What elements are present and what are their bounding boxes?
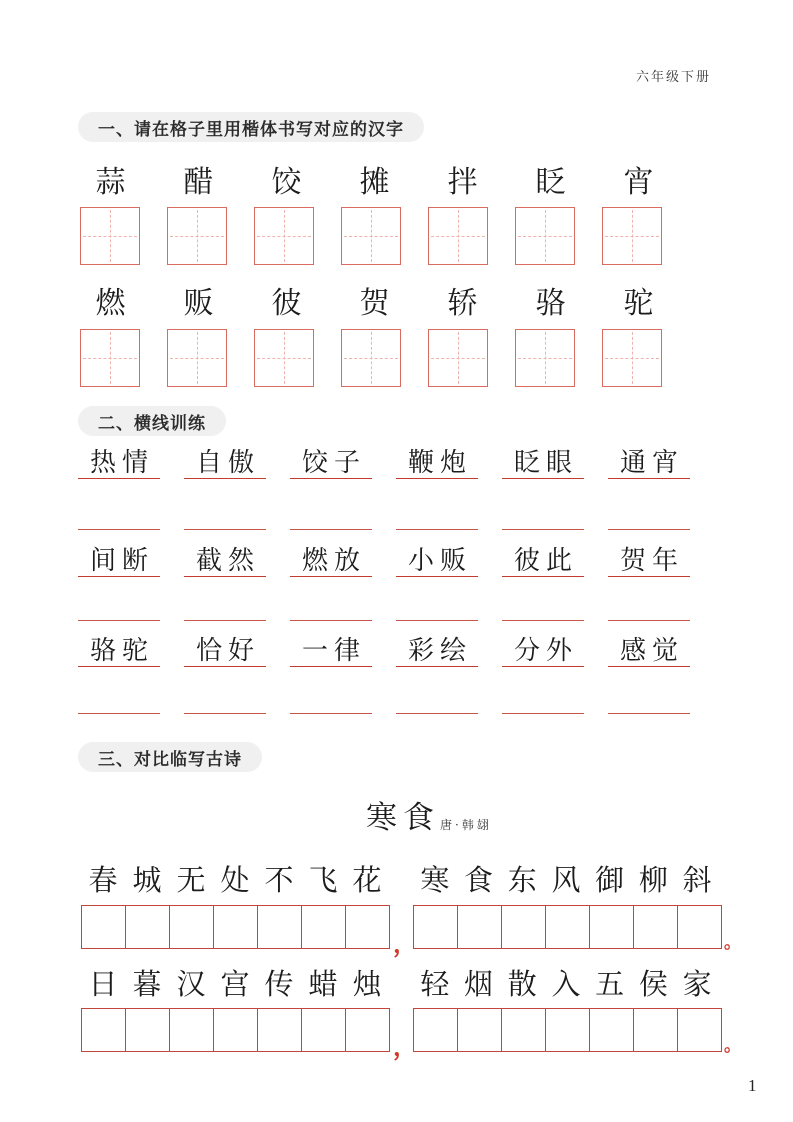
model-character: 眨 xyxy=(535,165,566,200)
section3-title: 三、对比临写古诗 xyxy=(98,749,242,769)
poem-copy-cell xyxy=(545,906,589,948)
tian-grid-box xyxy=(428,207,488,265)
poem-character: 烟 xyxy=(464,967,494,1001)
poem-character: 家 xyxy=(682,967,712,1001)
poem-character: 春 xyxy=(88,863,118,897)
tian-grid-box xyxy=(80,329,140,387)
header-grade-label: 六年级下册 xyxy=(636,70,712,85)
poem-copy-cell xyxy=(82,1009,125,1051)
poem-title: 寒食 xyxy=(366,800,440,836)
poem-copy-cell xyxy=(345,906,389,948)
writing-line xyxy=(502,705,584,714)
model-character: 贺 xyxy=(359,286,390,321)
poem-character: 烛 xyxy=(352,967,382,1001)
poem-character: 侯 xyxy=(638,967,668,1001)
model-character: 贩 xyxy=(183,286,214,321)
practice-word: 骆驼 xyxy=(78,634,160,667)
poem-character: 城 xyxy=(132,863,162,897)
word-row-1 xyxy=(78,446,690,479)
section1-title: 一、请在格子里用楷体书写对应的汉字 xyxy=(98,119,404,139)
practice-word: 燃放 xyxy=(290,544,372,577)
blank-line-row xyxy=(78,612,690,621)
poem-character: 柳 xyxy=(638,863,668,897)
tian-grid-box xyxy=(254,207,314,265)
poem-character: 处 xyxy=(220,863,250,897)
poem-copy-grid xyxy=(413,905,722,949)
practice-word: 小贩 xyxy=(396,544,478,577)
poem-copy-cell xyxy=(501,1009,545,1051)
writing-line xyxy=(78,705,160,714)
word-row-3 xyxy=(78,634,690,667)
section3-title-pill xyxy=(78,742,262,772)
practice-word: 恰好 xyxy=(184,634,266,667)
tian-grid-box xyxy=(341,207,401,265)
poem-title-block xyxy=(366,798,492,838)
tian-grid-row-2 xyxy=(80,329,662,387)
writing-line xyxy=(608,521,690,530)
poem-copy-cell xyxy=(169,906,213,948)
model-char-row-1 xyxy=(80,163,669,203)
poem-character: 风 xyxy=(551,863,581,897)
writing-line xyxy=(502,612,584,621)
model-character: 饺 xyxy=(271,165,302,200)
poem-copy-cell xyxy=(457,1009,501,1051)
poem-copy-cell xyxy=(633,906,677,948)
poem-copy-cell xyxy=(257,1009,301,1051)
model-character: 摊 xyxy=(359,165,390,200)
practice-word: 分外 xyxy=(502,634,584,667)
practice-word: 截然 xyxy=(184,544,266,577)
poem-character: 传 xyxy=(264,967,294,1001)
tian-grid-row-1 xyxy=(80,207,662,265)
poem-copy-cell xyxy=(301,1009,345,1051)
model-character: 蒜 xyxy=(95,165,126,200)
comma-mark: ， xyxy=(393,929,417,958)
blank-line-row xyxy=(78,705,690,714)
writing-line xyxy=(502,521,584,530)
section2-title-pill xyxy=(78,406,226,436)
poem-copy-grid xyxy=(413,1008,722,1052)
section1-title-pill xyxy=(78,112,424,142)
poem-copy-cell xyxy=(213,1009,257,1051)
writing-line xyxy=(290,521,372,530)
poem-copy-cell xyxy=(257,906,301,948)
section2-title: 二、横线训练 xyxy=(98,413,206,433)
practice-word: 通宵 xyxy=(608,446,690,479)
page-number: 1 xyxy=(748,1076,757,1095)
poem-copy-cell xyxy=(125,906,169,948)
poem-copy-cell xyxy=(125,1009,169,1051)
poem-character: 食 xyxy=(464,863,494,897)
writing-line xyxy=(290,705,372,714)
poem-copy-cell xyxy=(301,906,345,948)
model-character: 彼 xyxy=(271,286,302,321)
tian-grid-box xyxy=(515,329,575,387)
poem-copy-cell xyxy=(457,906,501,948)
writing-line xyxy=(78,612,160,621)
practice-word: 饺子 xyxy=(290,446,372,479)
model-character: 宵 xyxy=(623,165,654,200)
writing-line xyxy=(396,612,478,621)
poem-copy-cell xyxy=(82,906,125,948)
poem-character: 蜡 xyxy=(308,967,338,1001)
poem-character: 飞 xyxy=(308,863,338,897)
writing-line xyxy=(184,521,266,530)
writing-line xyxy=(184,705,266,714)
poem-character: 花 xyxy=(352,863,382,897)
poem-copy-cell xyxy=(677,906,721,948)
poem-copy-cell xyxy=(414,906,457,948)
poem-copy-grid-row-2 xyxy=(0,1008,793,1061)
model-character: 醋 xyxy=(183,165,214,200)
poem-character: 五 xyxy=(595,967,625,1001)
writing-line xyxy=(608,705,690,714)
poem-copy-grid xyxy=(81,1008,390,1052)
practice-word: 彼此 xyxy=(502,544,584,577)
tian-grid-box xyxy=(428,329,488,387)
model-char-row-2 xyxy=(80,284,669,324)
writing-line xyxy=(608,612,690,621)
practice-word: 热情 xyxy=(78,446,160,479)
poem-line-text xyxy=(81,858,389,902)
poem-character: 散 xyxy=(507,967,537,1001)
practice-word: 自傲 xyxy=(184,446,266,479)
practice-word: 鞭炮 xyxy=(396,446,478,479)
tian-grid-box xyxy=(602,207,662,265)
practice-word: 眨眼 xyxy=(502,446,584,479)
tian-grid-box xyxy=(167,207,227,265)
writing-line xyxy=(184,612,266,621)
poem-character: 汉 xyxy=(176,967,206,1001)
poem-character: 东 xyxy=(507,863,537,897)
poem-copy-grid-row-1 xyxy=(0,905,793,958)
poem-author: 唐·韩翃 xyxy=(440,818,492,832)
tian-grid-box xyxy=(602,329,662,387)
poem-copy-cell xyxy=(501,906,545,948)
poem-copy-cell xyxy=(414,1009,457,1051)
poem-line-text xyxy=(413,962,719,1006)
model-character: 拌 xyxy=(447,165,478,200)
poem-character: 斜 xyxy=(682,863,712,897)
tian-grid-box xyxy=(515,207,575,265)
writing-line xyxy=(396,521,478,530)
poem-line-text xyxy=(413,858,719,902)
blank-line-row xyxy=(78,521,690,530)
comma-mark: ， xyxy=(393,1032,417,1061)
tian-grid-box xyxy=(80,207,140,265)
poem-character: 无 xyxy=(176,863,206,897)
practice-word: 间断 xyxy=(78,544,160,577)
poem-character: 不 xyxy=(264,863,294,897)
writing-line xyxy=(396,705,478,714)
poem-character: 暮 xyxy=(132,967,162,1001)
poem-copy-cell xyxy=(589,906,633,948)
model-character: 燃 xyxy=(95,286,126,321)
poem-copy-cell xyxy=(213,906,257,948)
tian-grid-box xyxy=(167,329,227,387)
poem-character: 日 xyxy=(88,967,118,1001)
model-character: 驼 xyxy=(623,286,654,321)
model-character: 轿 xyxy=(447,286,478,321)
poem-copy-cell xyxy=(545,1009,589,1051)
tian-grid-box xyxy=(341,329,401,387)
writing-line xyxy=(78,521,160,530)
poem-copy-grid xyxy=(81,905,390,949)
poem-copy-cell xyxy=(169,1009,213,1051)
poem-character: 御 xyxy=(595,863,625,897)
practice-word: 彩绘 xyxy=(396,634,478,667)
word-row-2 xyxy=(78,544,690,577)
period-mark: 。 xyxy=(724,933,741,953)
poem-character: 轻 xyxy=(420,967,450,1001)
poem-copy-cell xyxy=(589,1009,633,1051)
practice-word: 感觉 xyxy=(608,634,690,667)
poem-character: 寒 xyxy=(420,863,450,897)
tian-grid-box xyxy=(254,329,314,387)
poem-copy-cell xyxy=(633,1009,677,1051)
practice-word: 贺年 xyxy=(608,544,690,577)
poem-character: 宫 xyxy=(220,967,250,1001)
poem-copy-cell xyxy=(677,1009,721,1051)
practice-word: 一律 xyxy=(290,634,372,667)
writing-line xyxy=(290,612,372,621)
model-character: 骆 xyxy=(535,286,566,321)
poem-line-text xyxy=(81,962,389,1006)
poem-character: 入 xyxy=(551,967,581,1001)
poem-copy-cell xyxy=(345,1009,389,1051)
period-mark: 。 xyxy=(724,1036,741,1056)
